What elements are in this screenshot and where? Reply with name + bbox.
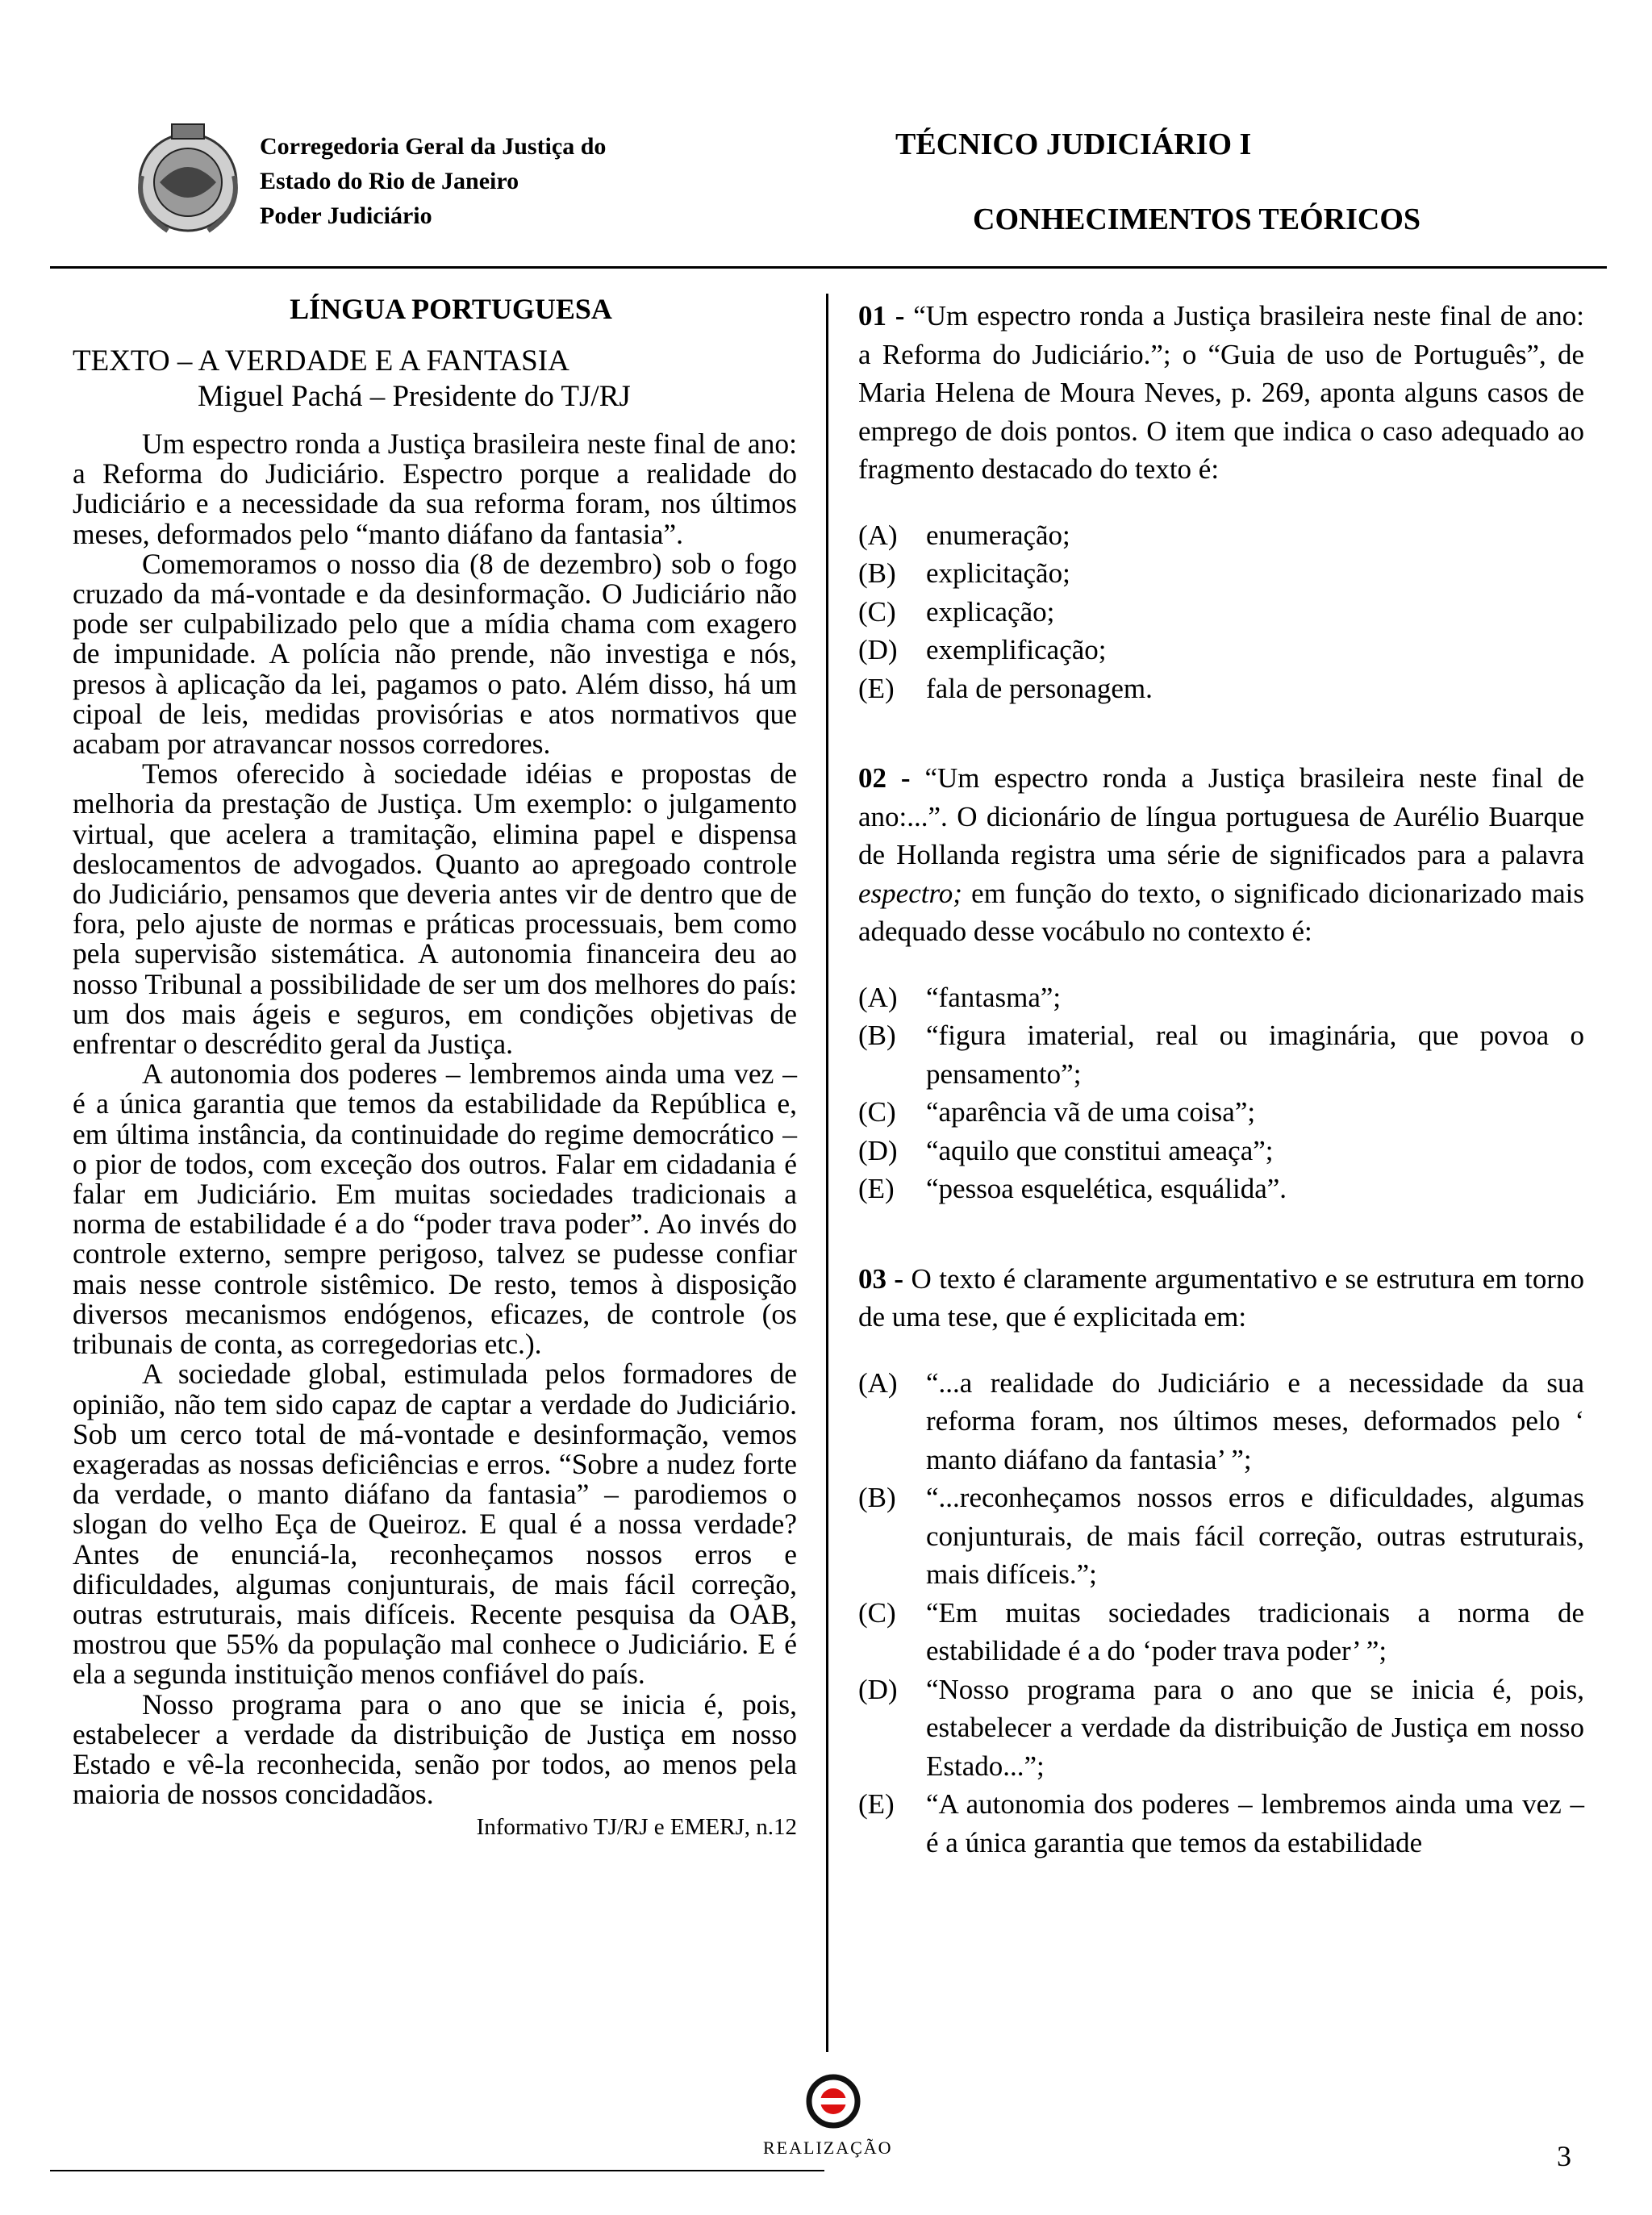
option-text: “aquilo que constitui ameaça”;	[926, 1134, 1274, 1166]
option-text: explicitação;	[926, 557, 1070, 589]
question-01	[858, 297, 1584, 707]
option-letter: (D)	[858, 634, 898, 665]
page-number: 3	[1557, 2140, 1571, 2172]
text-paragraph: A sociedade global, estimulada pelos formadores de opinião, não tem sido capaz de captar a verdade do Judiciário. Sob um cerco total de má-vontade e desinformação, vemos exageradas as nossas deficiências e erros. “Sobre a nudez forte da verdade, o manto diáfano da fantasia” – parodiemos o slogan do velho Eça de Queiroz. E qual é a nossa verdade? Antes de enunciá-la, reconheçamos nossos erros e dificuldades, algumas conjunturais, de mais fácil correção, outras estruturais, mais difíceis. Recente pesquisa da OAB, mostrou que 55% da população mal conhece o Judiciário. E é ela a segunda instituição menos confiável do país.	[73, 1358, 797, 1691]
header-divider	[50, 266, 1607, 269]
question-stem	[858, 759, 1584, 951]
institution-line-2: Estado do Rio de Janeiro	[260, 168, 519, 194]
answer-option	[858, 1594, 1584, 1671]
answer-option	[858, 670, 1584, 708]
exam-subtitle: CONHECIMENTOS TEÓRICOS	[973, 202, 1421, 236]
text-source: Informativo TJ/RJ e EMERJ, n.12	[476, 1814, 797, 1841]
option-letter: (E)	[858, 1173, 895, 1204]
question-text: “Um espectro ronda a Justiça brasileira neste final de ano: a Reforma do Judiciário.”; o “Guia de uso de Português”, de Maria Helena de Moura Neves, p. 269, aponta alguns casos de emprego de dois pontos. O item que indica o caso adequado ao fragmento destacado do texto é:	[858, 300, 1585, 485]
option-text: “...a realidade do Judiciário e a necessidade da sua reforma foram, nos últimos meses, deformados pelo ‘ manto diáfano da fantasia’ ”;	[926, 1366, 1584, 1475]
answer-options	[858, 516, 1584, 708]
section-title: LÍNGUA PORTUGUESA	[290, 293, 612, 325]
option-text: “Em muitas sociedades tradicionais a norma de estabilidade é a do ‘poder trava poder’ ”;	[926, 1596, 1584, 1666]
option-text: “pessoa esquelética, esquálida”.	[926, 1173, 1287, 1204]
answer-option	[858, 1479, 1584, 1594]
option-text: “A autonomia dos poderes – lembremos ainda uma vez – é a única garantia que temos da estabilidade	[926, 1788, 1584, 1858]
option-letter: (A)	[858, 519, 898, 551]
option-text: “figura imaterial, real ou imaginária, que povoa o pensamento”;	[926, 1020, 1584, 1090]
option-letter: (C)	[858, 1596, 896, 1629]
answer-option	[858, 593, 1584, 632]
text-paragraph: Temos oferecido à sociedade idéias e propostas de melhoria da prestação de Justiça. Um exemplo: o julgamento virtual, que acelera a tramitação, elimina papel e dispensa deslocamentos de advogados. Quanto ao apregoado controle do Judiciário, pensamos que deveria antes vir de dentro que de fora, pelo ajuste de normas e práticas processuais, bem como pela supervisão sistemática. A autonomia financeira deu ao nosso Tribunal a possibilidade de ser um dos melhores do país: um dos mais ágeis e seguros, em condições objetivas de enfrentar o descrédito geral da Justiça.	[73, 757, 797, 1061]
organizer-logo	[805, 2073, 861, 2129]
answer-options	[858, 1364, 1584, 1863]
text-paragraph: A autonomia dos poderes – lembremos ainda uma vez – é a única garantia que temos da estabilidade da República e, em última instância, da continuidade do regime democrático – o pior de todos, com exceção dos outros. Falar em cidadania é falar em Judiciário. Em muitas sociedades tradicionais a norma de estabilidade é a do “poder trava poder”. Ao invés do controle externo, sempre perigoso, talvez se pudesse confiar mais nesse controle sistêmico. De resto, temos à disposição diversos mecanismos endógenos, eficazes, de controle (os tribunais de conta, as corregedorias etc.).	[73, 1057, 797, 1361]
institution-line-1: Corregedoria Geral da Justiça do	[260, 133, 607, 160]
option-letter: (E)	[858, 672, 895, 704]
question-number: 03 -	[858, 1262, 904, 1295]
option-letter: (B)	[858, 1020, 896, 1051]
question-stem	[858, 297, 1584, 489]
answer-option	[858, 1093, 1584, 1132]
answer-option	[858, 1170, 1584, 1208]
option-letter: (D)	[858, 1673, 898, 1705]
institution-line-3: Poder Judiciário	[260, 202, 432, 229]
option-text: “aparência vã de uma coisa”;	[926, 1096, 1256, 1128]
footer-divider	[50, 2170, 824, 2171]
questions-column	[858, 297, 1584, 1913]
column-divider	[826, 294, 828, 2052]
answer-option	[858, 1132, 1584, 1170]
question-text: O texto é claramente argumentativo e se estrutura em torno de uma tese, que é explicitada em:	[858, 1262, 1584, 1333]
court-seal-emblem	[127, 119, 248, 240]
question-text-continued: em função do texto, o significado dicionarizado mais adequado desse vocábulo no contexto é:	[858, 877, 1584, 947]
answer-option	[858, 1364, 1584, 1479]
option-letter: (B)	[858, 1482, 896, 1513]
text-paragraph: Um espectro ronda a Justiça brasileira neste final de ano: a Reforma do Judiciário. Espectro porque a realidade do Judiciário e a necessidade da sua reforma foram, nos últimos meses, deformados pelo “manto diáfano da fantasia”.	[73, 428, 797, 550]
option-letter: (C)	[858, 595, 896, 628]
text-body	[73, 429, 797, 1809]
option-text: enumeração;	[926, 519, 1070, 551]
text-author: Miguel Pachá – Presidente do TJ/RJ	[198, 380, 631, 413]
answer-option	[858, 1671, 1584, 1786]
option-letter: (C)	[858, 1096, 896, 1128]
option-text: explicação;	[926, 595, 1055, 628]
answer-option	[858, 978, 1584, 1017]
answer-option	[858, 516, 1584, 555]
exam-title: TÉCNICO JUDICIÁRIO I	[895, 127, 1252, 161]
answer-option	[858, 631, 1584, 670]
option-text: “...reconheçamos nossos erros e dificuldades, algumas conjunturais, de mais fácil correção, outras estruturais, mais difíceis.”;	[926, 1482, 1584, 1590]
option-text: “fantasma”;	[926, 981, 1062, 1013]
question-text: “Um espectro ronda a Justiça brasileira neste final de ano:...”. O dicionário de língua portuguesa de Aurélio Buarque de Hollanda registra uma série de significados para a palavra	[858, 762, 1585, 870]
organizer-caption: REALIZAÇÃO	[763, 2138, 893, 2158]
text-title: TEXTO – A VERDADE E A FANTASIA	[73, 344, 569, 378]
option-letter: (B)	[858, 557, 896, 589]
option-letter: (A)	[858, 1366, 898, 1399]
question-number: 01 -	[858, 300, 905, 332]
question-text-italic: espectro;	[858, 877, 962, 909]
text-paragraph: Comemoramos o nosso dia (8 de dezembro) sob o fogo cruzado da má-vontade e da desinformação. O Judiciário não pode ser culpabilizado pelo que a mídia chama com exagero de impunidade. A polícia não prende, não investiga e nós, presos à aplicação da lei, pagamos o pato. Além disso, há um cipoal de leis, medidas provisórias e atos normativos que acabam por atravancar nossos corredores.	[73, 547, 797, 761]
option-letter: (D)	[858, 1134, 898, 1166]
answer-option	[858, 1016, 1584, 1093]
answer-option	[858, 1785, 1584, 1862]
question-03	[858, 1260, 1584, 1863]
answer-options	[858, 978, 1584, 1208]
option-text: “Nosso programa para o ano que se inicia é, pois, estabelecer a verdade da distribuição de Justiça em nosso Estado...”;	[926, 1673, 1584, 1782]
answer-option	[858, 554, 1584, 593]
question-number: 02 -	[858, 762, 911, 794]
option-text: fala de personagem.	[926, 672, 1153, 704]
question-02	[858, 759, 1584, 1208]
text-paragraph: Nosso programa para o ano que se inicia é, pois, estabelecer a verdade da distribuição de Justiça em nosso Estado e vê-la reconhecida, senão por todos, ao menos pela maioria de nossos concidadãos.	[73, 1687, 797, 1811]
question-stem	[858, 1260, 1584, 1337]
option-letter: (A)	[858, 981, 898, 1013]
institution-name	[260, 129, 606, 233]
reading-text-column	[73, 292, 797, 1841]
option-letter: (E)	[858, 1788, 895, 1820]
option-text: exemplificação;	[926, 634, 1107, 665]
